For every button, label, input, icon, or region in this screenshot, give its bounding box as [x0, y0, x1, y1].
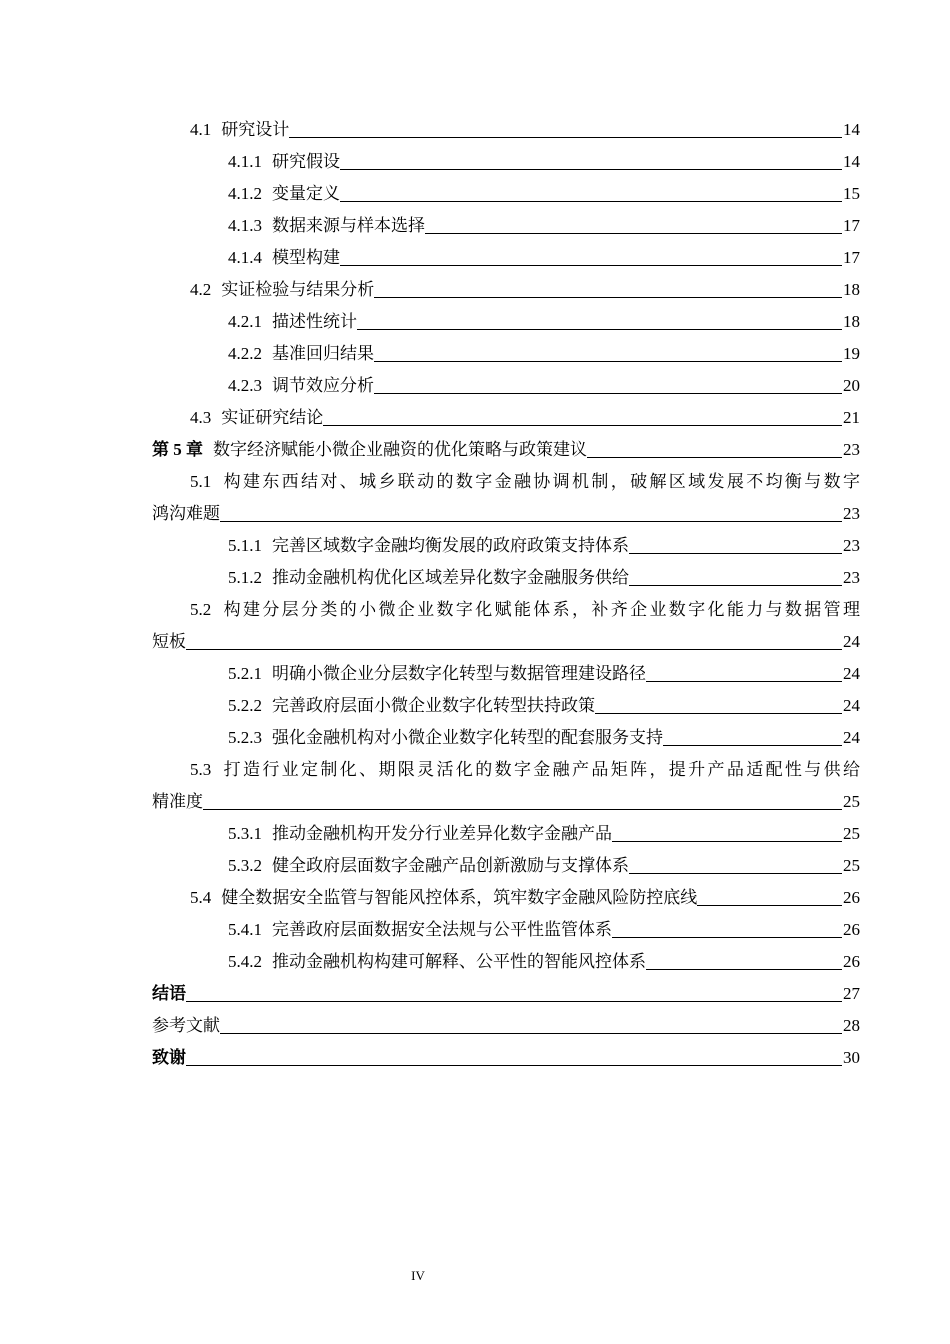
toc-title-line1: 构建东西结对、城乡联动的数字金融协调机制，破解区域发展不均衡与数字	[221, 472, 860, 492]
toc-title: 研究设计	[221, 120, 290, 140]
leader-line	[374, 297, 842, 298]
toc-title-line2: 鸿沟难题	[152, 504, 220, 524]
toc-title: 强化金融机构对小微企业数字化转型的配套服务支持	[272, 728, 663, 748]
toc-number: 5.3	[190, 760, 212, 779]
toc-entry-4-2-1[interactable]	[152, 306, 860, 338]
toc-entry-4-2[interactable]	[152, 274, 860, 306]
toc-page-number: 28	[843, 1016, 860, 1035]
toc-title: 健全数据安全监管与智能风控体系，筑牢数字金融风险防控底线	[221, 888, 698, 908]
toc-number: 5.4	[190, 888, 212, 907]
toc-number: 4.2.1	[228, 312, 262, 331]
toc-entry-5-1-1[interactable]	[152, 530, 860, 562]
leader-line	[340, 265, 842, 266]
toc-page-number: 23	[843, 568, 860, 587]
leader-line	[612, 937, 842, 938]
leader-line	[323, 425, 842, 426]
toc-entry-5-3-2[interactable]	[152, 850, 860, 882]
leader-line	[186, 649, 842, 650]
toc-entry-5-2-1[interactable]	[152, 658, 860, 690]
leader-line	[374, 361, 842, 362]
toc-entry-4-1-3[interactable]	[152, 210, 860, 242]
leader-line	[220, 521, 842, 522]
toc-title: 实证检验与结果分析	[221, 280, 375, 300]
toc-entry-4-1-1[interactable]	[152, 146, 860, 178]
toc-entry-4-3[interactable]	[152, 402, 860, 434]
toc-page-number: 24	[843, 632, 860, 651]
toc-page-number: 14	[843, 152, 860, 171]
toc-entry-conclusion[interactable]	[152, 978, 860, 1010]
toc-title: 描述性统计	[272, 312, 357, 332]
toc-title-line2: 短板	[152, 632, 186, 652]
toc-number: 5.3.1	[228, 824, 262, 843]
leader-line	[612, 841, 842, 842]
leader-line	[587, 457, 842, 458]
toc-title: 明确小微企业分层数字化转型与数据管理建设路径	[272, 664, 646, 684]
toc-title: 基准回归结果	[272, 344, 374, 364]
toc-title: 致谢	[152, 1048, 186, 1068]
toc-number: 4.3	[190, 408, 212, 427]
toc-entry-5-4-2[interactable]	[152, 946, 860, 978]
toc-number: 5.4.2	[228, 952, 262, 971]
toc-number: 5.2.2	[228, 696, 262, 715]
toc-number: 5.2.1	[228, 664, 262, 683]
toc-page-number: 25	[843, 824, 860, 843]
toc-title: 完善政府层面小微企业数字化转型扶持政策	[272, 696, 595, 716]
toc-title-line2: 精准度	[152, 792, 203, 812]
toc-entry-4-1-2[interactable]	[152, 178, 860, 210]
toc-page-number: 21	[843, 408, 860, 427]
leader-line	[340, 201, 842, 202]
toc-number: 5.3.2	[228, 856, 262, 875]
leader-line	[629, 873, 842, 874]
toc-title: 健全政府层面数字金融产品创新激励与支撑体系	[272, 856, 629, 876]
toc-title: 推动金融机构开发分行业差异化数字金融产品	[272, 824, 612, 844]
toc-title: 推动金融机构优化区域差异化数字金融服务供给	[272, 568, 629, 588]
leader-line	[186, 1001, 842, 1002]
page-footer-number: IV	[411, 1268, 425, 1283]
leader-line	[289, 137, 842, 138]
toc-title: 数字经济赋能小微企业融资的优化策略与政策建议	[213, 440, 587, 460]
toc-entry-5-4-1[interactable]	[152, 914, 860, 946]
table-of-contents	[152, 114, 860, 1074]
toc-number: 5.2.3	[228, 728, 262, 747]
toc-page-number: 26	[843, 920, 860, 939]
leader-line	[374, 393, 842, 394]
toc-entry-5-3-1[interactable]	[152, 818, 860, 850]
toc-page-number: 23	[843, 504, 860, 523]
toc-entry-5-2-2[interactable]	[152, 690, 860, 722]
toc-entry-4-1-4[interactable]	[152, 242, 860, 274]
toc-title: 结语	[152, 984, 186, 1004]
toc-title-line1: 构建分层分类的小微企业数字化赋能体系，补齐企业数字化能力与数据管理	[221, 600, 860, 620]
toc-title: 调节效应分析	[272, 376, 374, 396]
toc-entry-5-3[interactable]	[152, 754, 860, 818]
toc-title: 完善政府层面数据安全法规与公平性监管体系	[272, 920, 612, 940]
toc-page-number: 24	[843, 664, 860, 683]
toc-entry-5-2[interactable]	[152, 594, 860, 658]
toc-entry-4-1[interactable]	[152, 114, 860, 146]
toc-entry-4-2-2[interactable]	[152, 338, 860, 370]
toc-page-number: 17	[843, 248, 860, 267]
toc-title: 变量定义	[272, 184, 340, 204]
toc-title: 研究假设	[272, 152, 340, 172]
toc-title: 实证研究结论	[221, 408, 324, 428]
leader-line	[595, 713, 842, 714]
toc-number: 4.1.2	[228, 184, 262, 203]
toc-entry-5-2-3[interactable]	[152, 722, 860, 754]
toc-number: 5.1.1	[228, 536, 262, 555]
toc-number: 4.1	[190, 120, 212, 139]
leader-line	[629, 553, 842, 554]
toc-entry-acknowledgements[interactable]	[152, 1042, 860, 1074]
leader-line	[357, 329, 842, 330]
toc-page-number: 18	[843, 312, 860, 331]
toc-title: 完善区域数字金融均衡发展的政府政策支持体系	[272, 536, 629, 556]
toc-page-number: 15	[843, 184, 860, 203]
toc-number: 5.1	[190, 472, 212, 491]
toc-title: 推动金融机构构建可解释、公平性的智能风控体系	[272, 952, 646, 972]
toc-number: 4.2.3	[228, 376, 262, 395]
leader-line	[629, 585, 842, 586]
leader-line	[220, 1033, 842, 1034]
toc-number: 4.1.3	[228, 216, 262, 235]
leader-line	[646, 969, 842, 970]
toc-entry-4-2-3[interactable]	[152, 370, 860, 402]
toc-title: 数据来源与样本选择	[272, 216, 425, 236]
toc-page-number: 27	[843, 984, 860, 1003]
toc-page-number: 18	[843, 280, 860, 299]
toc-page-number: 23	[843, 536, 860, 555]
toc-page-number: 17	[843, 216, 860, 235]
leader-line	[186, 1065, 842, 1066]
toc-entry-5-1-2[interactable]	[152, 562, 860, 594]
toc-number: 5.4.1	[228, 920, 262, 939]
leader-line	[663, 745, 842, 746]
leader-line	[646, 681, 842, 682]
toc-page-number: 30	[843, 1048, 860, 1067]
toc-chapter-number: 第 5 章	[152, 440, 203, 459]
toc-page-number: 24	[843, 696, 860, 715]
toc-number: 4.1.4	[228, 248, 262, 267]
toc-title-line1: 打造行业定制化、期限灵活化的数字金融产品矩阵，提升产品适配性与供给	[221, 760, 860, 780]
toc-title: 参考文献	[152, 1016, 220, 1036]
toc-page-number: 19	[843, 344, 860, 363]
toc-number: 4.2.2	[228, 344, 262, 363]
toc-page-number: 26	[843, 952, 860, 971]
toc-entry-5-1[interactable]	[152, 466, 860, 530]
leader-line	[697, 905, 842, 906]
toc-entry-references[interactable]	[152, 1010, 860, 1042]
toc-number: 5.1.2	[228, 568, 262, 587]
toc-page-number: 25	[843, 856, 860, 875]
toc-page-number: 26	[843, 888, 860, 907]
toc-number: 5.2	[190, 600, 212, 619]
toc-number: 4.1.1	[228, 152, 262, 171]
leader-line	[203, 809, 842, 810]
toc-page-number: 24	[843, 728, 860, 747]
toc-page-number: 23	[843, 440, 860, 459]
toc-entry-5-4[interactable]	[152, 882, 860, 914]
toc-page-number: 14	[843, 120, 860, 139]
leader-line	[425, 233, 842, 234]
toc-page-number: 20	[843, 376, 860, 395]
toc-title: 模型构建	[272, 248, 340, 268]
leader-line	[340, 169, 842, 170]
toc-entry-chapter-5[interactable]	[152, 434, 860, 466]
toc-page-number: 25	[843, 792, 860, 811]
toc-number: 4.2	[190, 280, 212, 299]
